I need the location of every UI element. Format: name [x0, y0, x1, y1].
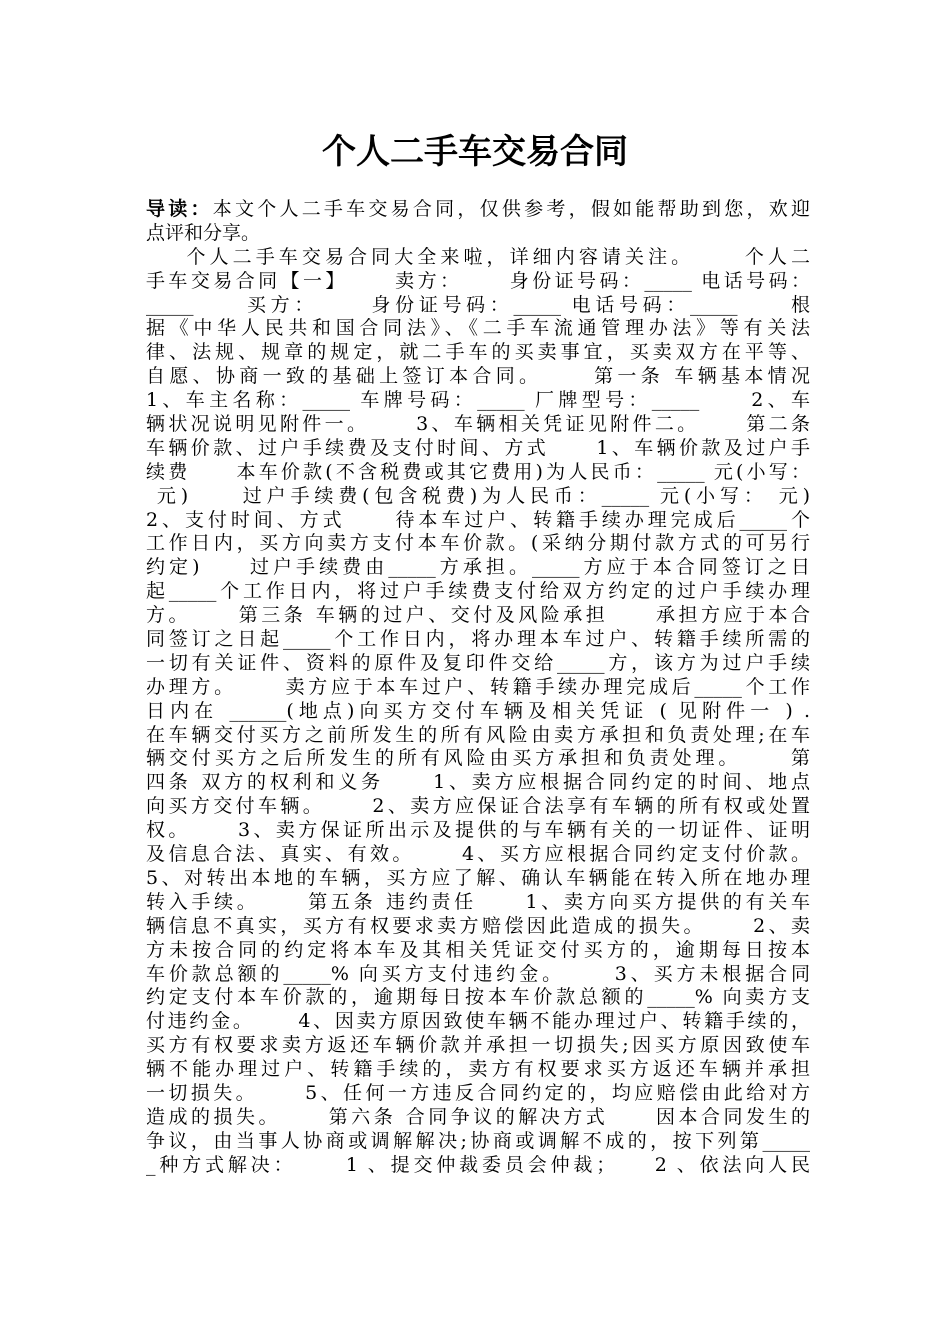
body-line: 辆状况说明见附件一。 3、车辆相关凭证见附件二。 第二条 — [146, 413, 810, 436]
body-line: 1、车主名称：_____ 车牌号码：_____ 厂牌型号：_____ 2、车 — [146, 389, 810, 412]
body-line: 买方有权要求卖方返还车辆价款并承担一切损失;因买方原因致使车 — [146, 1034, 810, 1057]
body-line: 手车交易合同【一】 卖方： 身份证号码：_____ 电话号码： — [146, 269, 810, 292]
body-line: 车辆价款、过户手续费及支付时间、方式 1、车辆价款及过户手 — [146, 436, 810, 459]
body-line — [146, 198, 810, 222]
body-line: 5、对转出本地的车辆，买方应了解、确认车辆能在转入所在地办理 — [146, 866, 810, 889]
body-line: 方。 第三条 车辆的过户、交付及风险承担 承担方应于本合 — [146, 604, 810, 627]
body-line: 四条 双方的权利和义务 1、卖方应根据合同约定的时间、地点 — [146, 771, 810, 794]
body-line: 一切损失。 5、任何一方违反合同约定的，均应赔偿由此给对方 — [146, 1081, 810, 1104]
body-line: 争议，由当事人协商或调解解决;协商或调解不成的，按下列第_____ — [146, 1129, 810, 1152]
body-line: 向买方交付车辆。 2、卖方应保证合法享有车辆的所有权或处置 — [146, 795, 810, 818]
document-body — [146, 198, 810, 1178]
body-line: 起_____个工作日内，将过户手续费支付给双方约定的过户手续办理 — [146, 580, 810, 603]
body-line: 续费 本车价款(不含税费或其它费用)为人民币：_____ 元(小写： — [146, 460, 810, 483]
body-line: 律、法规、规章的规定，就二手车的买卖事宜，买卖双方在平等、 — [146, 341, 810, 364]
body-line: 2、支付时间、方式 待本车过户、转籍手续办理完成后_____个 — [146, 508, 810, 531]
body-line: 据《中华人民共和国合同法》、《二手车流通管理办法》等有关法 — [146, 317, 810, 340]
body-line: 约定) 过户手续费由_____方承担。_____方应于本合同签订之日 — [146, 556, 810, 579]
body-line: 自愿、协商一致的基础上签订本合同。 第一条 车辆基本情况 — [146, 365, 810, 388]
document-title: 个人二手车交易合同 — [322, 132, 628, 172]
body-line: 同签订之日起_____个工作日内，将办理本车过户、转籍手续所需的 — [146, 628, 810, 651]
body-line: 辆不能办理过户、转籍手续的，卖方有权要求买方返还车辆并承担 — [146, 1058, 810, 1081]
body-line: 元) 过户手续费(包含税费)为人民币：_____ 元(小写： 元) — [146, 484, 810, 507]
body-line: 在车辆交付买方之前所发生的所有风险由卖方承担和负责处理;在车 — [146, 723, 810, 746]
body-line: 点评和分享。 — [146, 221, 261, 244]
body-line: 付违约金。 4、因卖方原因致使车辆不能办理过户、转籍手续的， — [146, 1010, 810, 1033]
body-line: 车价款总额的_____% 向买方支付违约金。 3、买方未根据合同 — [146, 962, 810, 985]
lead-label: 导读： — [146, 198, 213, 220]
body-line: 造成的损失。 第六条 合同争议的解决方式 因本合同发生的 — [146, 1105, 810, 1128]
body-line: 一切有关证件、资料的原件及复印件交给_____方，该方为过户手续 — [146, 651, 810, 674]
body-line: 日内在 ______(地点)向买方交付车辆及相关凭证 ( 见附件一 ) . — [146, 699, 810, 722]
body-line: 办理方。 卖方应于本车过户、转籍手续办理完成后_____个工作 — [146, 675, 810, 698]
body-line: _种方式解决： 1 、提交仲裁委员会仲裁； 2 、依法向人民 — [146, 1153, 810, 1176]
body-line: 约定支付本车价款的，逾期每日按本车价款总额的_____% 向卖方支 — [146, 986, 810, 1009]
body-line: 辆交付买方之后所发生的所有风险由买方承担和负责处理。 第 — [146, 747, 810, 770]
body-line: 权。 3、卖方保证所出示及提供的与车辆有关的一切证件、证明 — [146, 819, 810, 842]
body-line: 辆信息不真实，买方有权要求卖方赔偿因此造成的损失。 2、卖 — [146, 914, 810, 937]
body-line: 方未按合同的约定将本车及其相关凭证交付买方的，逾期每日按本 — [146, 938, 810, 961]
body-line: 及信息合法、真实、有效。 4、买方应根据合同约定支付价款。 — [146, 843, 810, 866]
body-line-text: 本文个人二手车交易合同，仅供参考，假如能帮助到您，欢迎 — [212, 198, 810, 220]
body-line: 转入手续。 第五条 违约责任 1、卖方向买方提供的有关车 — [146, 890, 810, 913]
body-line: 工作日内，买方向卖方支付本车价款。(采纳分期付款方式的可另行 — [146, 532, 810, 555]
body-line: _____ 买方： 身份证号码：_____ 电话号码：_____ 根 — [146, 293, 810, 316]
body-line: 个人二手车交易合同大全来啦，详细内容请关注。 个人二 — [146, 245, 810, 268]
